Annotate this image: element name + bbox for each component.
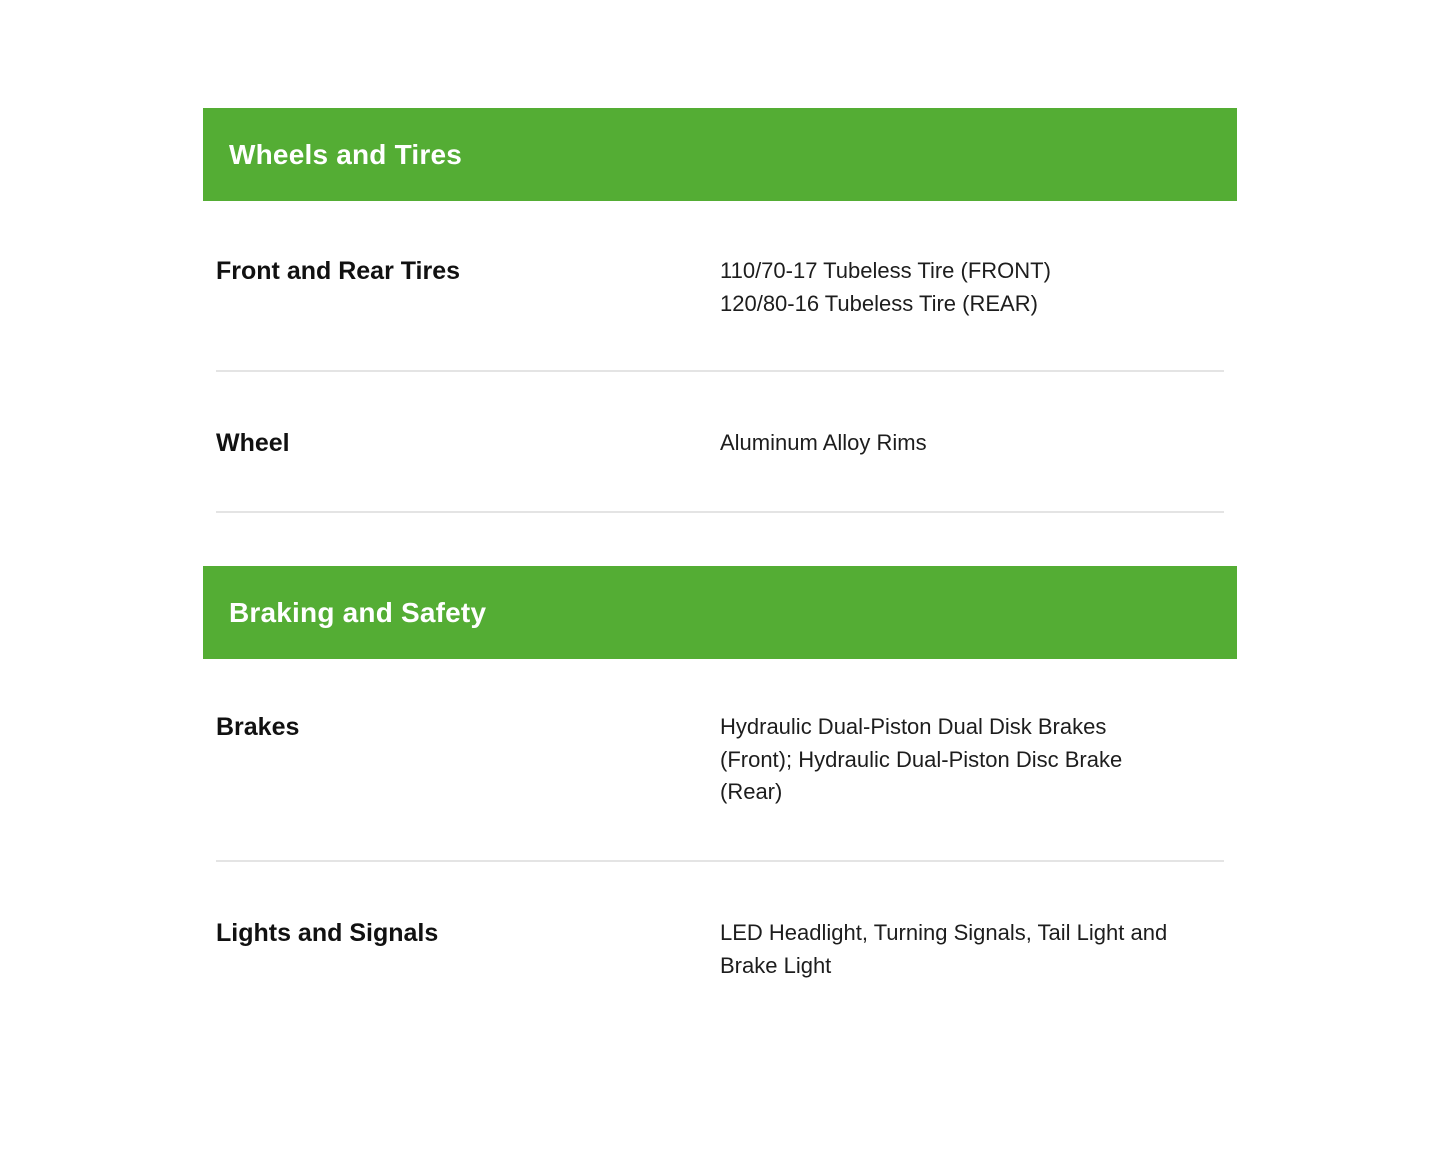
spec-value-line: (Front); Hydraulic Dual-Piston Disc Brake — [720, 746, 1123, 772]
spec-label: Front and Rear Tires — [216, 257, 461, 285]
section-rows-wheels-and-tires — [203, 201, 1237, 513]
spec-row-brakes — [216, 659, 1224, 862]
spec-value-line: 110/70-17 Tubeless Tire (FRONT) — [720, 258, 1051, 283]
section-header-wheels-and-tires — [203, 108, 1237, 201]
spec-table — [203, 108, 1237, 1005]
spec-value-line: Brake Light — [720, 952, 832, 978]
spec-value-line: LED Headlight, Turning Signals, Tail Light and — [720, 920, 1168, 945]
section-rows-braking-and-safety — [203, 659, 1237, 1005]
spec-value-line: 120/80-16 Tubeless Tire (REAR) — [720, 290, 1038, 316]
section-title: Wheels and Tires — [229, 138, 462, 170]
spec-value — [720, 427, 1224, 511]
spec-value-line: Hydraulic Dual-Piston Dual Disk Brakes — [720, 714, 1107, 739]
spec-value — [720, 917, 1224, 1005]
spec-label: Brakes — [216, 713, 300, 741]
spec-row-wheel — [216, 372, 1224, 513]
spec-value-line: Aluminum Alloy Rims — [720, 430, 927, 455]
spec-value — [720, 255, 1224, 370]
spec-row-front-and-rear-tires — [216, 201, 1224, 372]
spec-label: Lights and Signals — [216, 919, 439, 947]
section-header-braking-and-safety — [203, 566, 1237, 659]
spec-value — [720, 711, 1224, 860]
spec-row-lights-and-signals — [216, 862, 1224, 1005]
spec-value-line: (Rear) — [720, 779, 783, 804]
section-spacer — [203, 513, 1237, 566]
section-title: Braking and Safety — [229, 596, 487, 628]
spec-label: Wheel — [216, 429, 290, 457]
